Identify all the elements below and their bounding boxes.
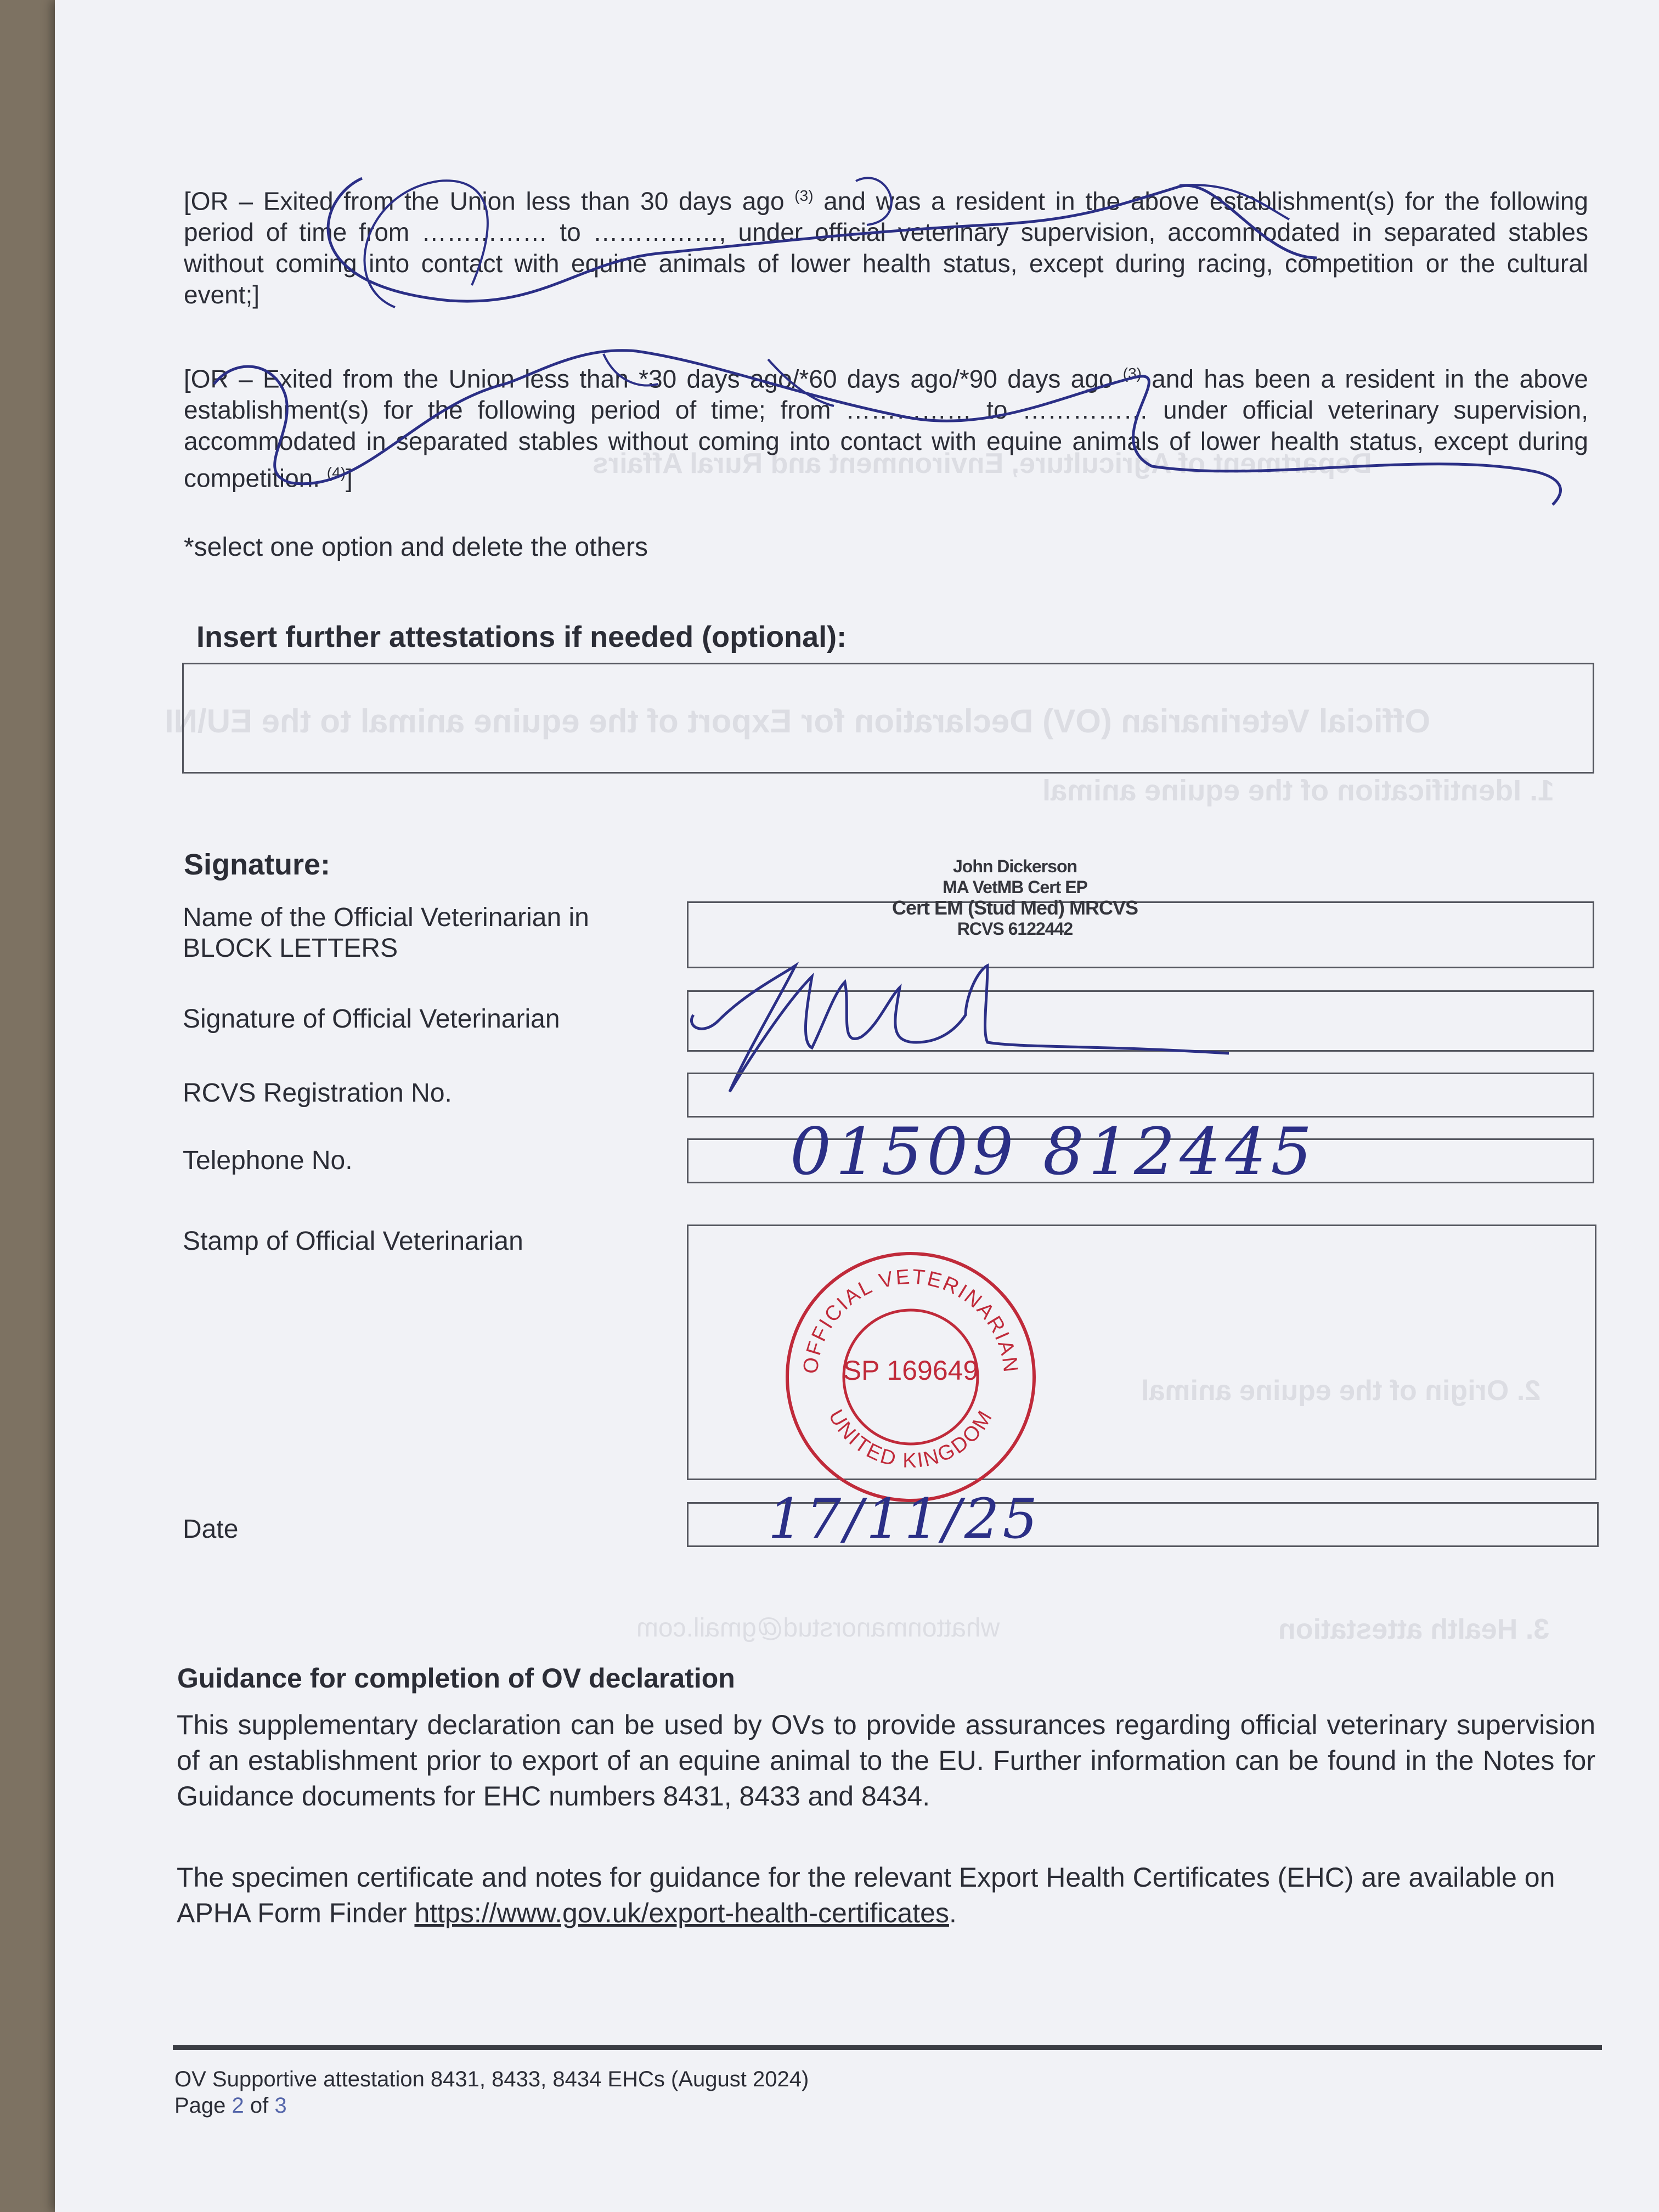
date-label: Date xyxy=(183,1515,239,1544)
show-through-text: whattonmanorstud@gmail.com xyxy=(636,1613,1000,1643)
further-attestations-box[interactable] xyxy=(182,663,1594,774)
document-page xyxy=(55,0,1659,2212)
name-label: Name of the Official Veterinarian in BLOCK LETTERS xyxy=(183,903,589,963)
signature-heading: Signature: xyxy=(184,848,331,881)
show-through-text: 2. Origin of the equine animal xyxy=(1141,1375,1541,1407)
guidance-heading: Guidance for completion of OV declaration xyxy=(177,1663,735,1694)
telephone-label: Telephone No. xyxy=(183,1146,353,1175)
rcvs-field[interactable] xyxy=(687,1073,1594,1118)
attestation-paragraph-2: [OR – Exited from the Union less than *30 days ago/*60 days ago/*90 days ago $^{(3)}$ and has been a resident in the above establishment(s) for the following period of time; from …………… to …………… under official veterinary supervision, accommodated in separated stables without coming into contact with equine animals of lower health status, except during competition. $^{(4)}$] xyxy=(184,364,1588,493)
name-stamp: John Dickerson MA VetMB Cert EP Cert EM (Stud Med) MRCVS RCVS 6122442 xyxy=(892,856,1138,939)
date-value: 17/11/25 xyxy=(768,1487,1041,1551)
telephone-value: 01509 812445 xyxy=(790,1114,1317,1189)
show-through-text: Department of Agriculture, Environment and Rural Affairs xyxy=(592,448,1372,479)
guidance-paragraph-1: This supplementary declaration can be used by OVs to provide assurances regarding official veterinary supervision of an establishment prior to export of an equine animal to the EU. Further information can be found in the Notes for Guidance documents for EHC numbers 8431, 8433 and 8434. xyxy=(177,1709,1595,1812)
official-stamp xyxy=(779,1245,1042,1509)
stamp-label: Stamp of Official Veterinarian xyxy=(183,1227,523,1256)
stamp-bottom-text: UNITED KINGDOM xyxy=(823,1406,998,1472)
signature-label: Signature of Official Veterinarian xyxy=(183,1005,560,1034)
export-health-certificates-link[interactable]: https://www.gov.uk/export-health-certificates xyxy=(414,1898,949,1928)
attestation-paragraph-1: [OR – Exited from the Union less than 30 days ago $^{(3)}$ and was a resident in the above establishment(s) for the following period of time from …………… to ……………, under official veterinary supervision, accommodated in separated stables without coming into contact with equine animals of lower health status, except during racing, competition or the cultural event;] xyxy=(184,187,1588,309)
stamp-center-text: SP 169649 xyxy=(843,1355,979,1386)
rcvs-label: RCVS Registration No. xyxy=(183,1079,452,1108)
footnote-ref: (3) xyxy=(794,187,814,204)
show-through-text: 1. Identification of the equine animal xyxy=(1042,774,1555,807)
guidance-paragraph-2: The specimen certificate and notes for guidance for the relevant Export Health Certificates (EHC) are available on APHA Form Finder https://www.gov.uk/export-health-certificates. xyxy=(177,1862,1555,1928)
show-through-text: 3. Health attestation xyxy=(1278,1613,1550,1645)
footer-divider xyxy=(173,2045,1602,2050)
further-attestations-heading: Insert further attestations if needed (optional): xyxy=(196,620,847,653)
footnote-ref: (3) xyxy=(1122,365,1142,382)
ink-strikethrough xyxy=(55,0,1659,549)
stamp-top-text: OFFICIAL VETERINARIAN xyxy=(799,1265,1023,1375)
show-through-text: Official Veterinarian (OV) Declaration for Export of the equine animal to the EU\NI xyxy=(165,703,1431,740)
footnote-ref: (4) xyxy=(326,464,346,482)
footer-version: OV Supportive attestation 8431, 8433, 8434 EHCs (August 2024) xyxy=(174,2067,809,2091)
footer-page-number: Page 2 of 3 xyxy=(174,2094,287,2118)
select-option-note: *select one option and delete the others xyxy=(184,533,648,562)
